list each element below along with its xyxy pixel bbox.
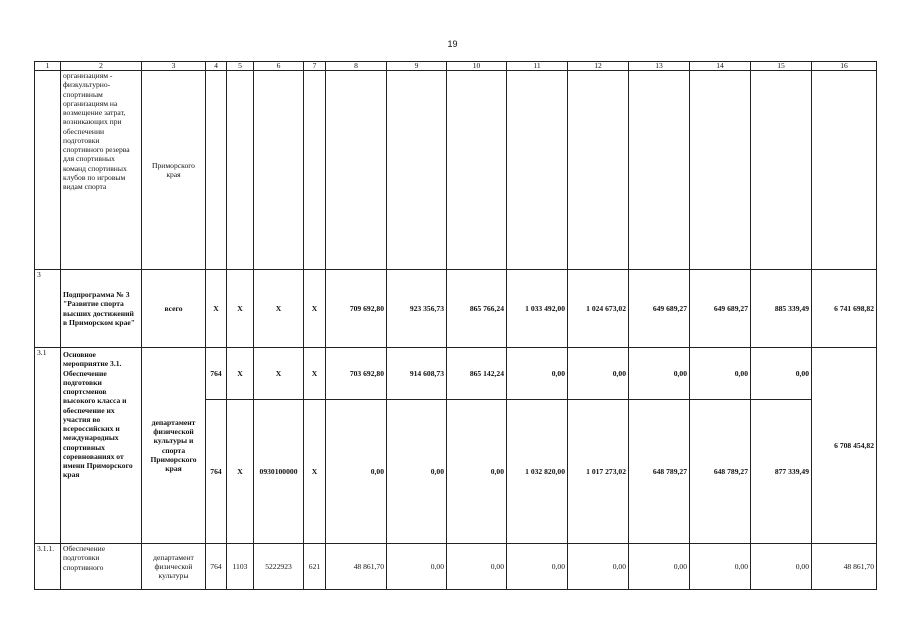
cell-amount: 0,00 bbox=[690, 544, 751, 590]
cell-amount: 48 861,70 bbox=[326, 544, 387, 590]
table-row bbox=[35, 544, 877, 590]
cell-name: Подпрограмма № 3 "Развитие спорта высших достижений в Приморском крае" bbox=[61, 270, 142, 348]
cell-rzpr: X bbox=[227, 348, 254, 400]
cell-amount: 1 033 492,00 bbox=[507, 270, 568, 348]
col-header: 11 bbox=[507, 62, 568, 71]
cell-rzpr: 1103 bbox=[227, 544, 254, 590]
cell-responsible: всего bbox=[142, 270, 206, 348]
cell-amount: 923 356,73 bbox=[387, 270, 447, 348]
col-header: 9 bbox=[387, 62, 447, 71]
cell-empty bbox=[206, 71, 227, 270]
col-header: 5 bbox=[227, 62, 254, 71]
cell-vr: X bbox=[304, 400, 326, 544]
cell-empty bbox=[254, 71, 304, 270]
cell-amount: 0,00 bbox=[326, 400, 387, 544]
cell-amount: 0,00 bbox=[387, 544, 447, 590]
col-header: 4 bbox=[206, 62, 227, 71]
cell-total: 48 861,70 bbox=[812, 544, 877, 590]
cell-amount: 703 692,80 bbox=[326, 348, 387, 400]
cell-amount: 0,00 bbox=[568, 348, 629, 400]
cell-amount: 648 789,27 bbox=[690, 400, 751, 544]
col-header: 6 bbox=[254, 62, 304, 71]
cell-grbs: 764 bbox=[206, 400, 227, 544]
cell-empty bbox=[507, 71, 568, 270]
cell-number: 3 bbox=[35, 270, 61, 348]
page-number: 19 bbox=[447, 39, 458, 49]
cell-amount: 0,00 bbox=[447, 400, 507, 544]
cell-amount: 649 689,27 bbox=[690, 270, 751, 348]
continued-text: организациям - физкультурно-спортивным организациям на возмещение затрат, возникающих при обеспечении подготовки спортивного резерва для спортивных команд спортивных клубов по игровым видам спорта bbox=[63, 71, 130, 191]
col-header: 8 bbox=[326, 62, 387, 71]
cell-empty bbox=[35, 71, 61, 270]
col-header: 16 bbox=[812, 62, 877, 71]
cell-amount: 0,00 bbox=[507, 348, 568, 400]
cell-vr: X bbox=[304, 270, 326, 348]
cell-empty bbox=[751, 71, 812, 270]
cell-empty bbox=[690, 71, 751, 270]
cell-vr: X bbox=[304, 348, 326, 400]
col-header: 10 bbox=[447, 62, 507, 71]
cell-amount: 885 339,49 bbox=[751, 270, 812, 348]
cell-responsible: департамент физической культуры bbox=[142, 544, 206, 590]
cell-amount: 865 766,24 bbox=[447, 270, 507, 348]
table-row bbox=[35, 348, 877, 400]
cell-empty bbox=[304, 71, 326, 270]
cell-amount: 0,00 bbox=[690, 348, 751, 400]
cell-responsible: департамент физической культуры и спорта Приморского края bbox=[142, 348, 206, 544]
cell-name: Основное мероприятие 3.1. Обеспечение подготовки спортсменов высокого класса и обеспечение их участия во всероссийских и международных спортивных соревнованиях от имени Приморского края bbox=[61, 348, 142, 544]
column-number-row bbox=[35, 62, 877, 71]
cell-rzpr: X bbox=[227, 400, 254, 544]
cell-amount: 0,00 bbox=[568, 544, 629, 590]
cell-empty bbox=[326, 71, 387, 270]
cell-empty bbox=[629, 71, 690, 270]
cell-vr: 621 bbox=[304, 544, 326, 590]
cell-amount: 0,00 bbox=[387, 400, 447, 544]
cell-csr: 5222923 bbox=[254, 544, 304, 590]
cell-grbs: 764 bbox=[206, 348, 227, 400]
cell-amount: 0,00 bbox=[751, 348, 812, 400]
table-row bbox=[35, 270, 877, 348]
cell-responsible: Приморского края bbox=[142, 71, 206, 270]
col-header: 13 bbox=[629, 62, 690, 71]
cell-empty bbox=[568, 71, 629, 270]
cell-amount: 914 608,73 bbox=[387, 348, 447, 400]
cell-total: 6 741 698,82 bbox=[812, 270, 877, 348]
cell-name: Обеспечение подготовки спортивного bbox=[61, 544, 142, 590]
cell-amount: 709 692,80 bbox=[326, 270, 387, 348]
cell-empty bbox=[387, 71, 447, 270]
col-header: 14 bbox=[690, 62, 751, 71]
cell-amount: 0,00 bbox=[629, 348, 690, 400]
cell-amount: 648 789,27 bbox=[629, 400, 690, 544]
cell-amount: 1 024 673,02 bbox=[568, 270, 629, 348]
cell-number: 3.1.1. bbox=[35, 544, 61, 590]
col-header: 12 bbox=[568, 62, 629, 71]
cell-amount: 1 017 273,02 bbox=[568, 400, 629, 544]
col-header: 2 bbox=[61, 62, 142, 71]
cell-grbs: 764 bbox=[206, 544, 227, 590]
cell-empty bbox=[812, 71, 877, 270]
cell-rzpr: X bbox=[227, 270, 254, 348]
cell-amount: 0,00 bbox=[507, 544, 568, 590]
cell-csr: 0930100000 bbox=[254, 400, 304, 544]
cell-amount: 0,00 bbox=[447, 544, 507, 590]
cell-amount: 877 339,49 bbox=[751, 400, 812, 544]
cell-empty bbox=[227, 71, 254, 270]
cell-csr: X bbox=[254, 270, 304, 348]
col-header: 1 bbox=[35, 62, 61, 71]
col-header: 7 bbox=[304, 62, 326, 71]
cell-total: 6 708 454,82 bbox=[812, 348, 877, 544]
cell-amount: 1 032 820,00 bbox=[507, 400, 568, 544]
cell-amount: 865 142,24 bbox=[447, 348, 507, 400]
cell-amount: 649 689,27 bbox=[629, 270, 690, 348]
cell-csr: X bbox=[254, 348, 304, 400]
budget-table bbox=[34, 61, 877, 590]
cell-number: 3.1 bbox=[35, 348, 61, 544]
cell-amount: 0,00 bbox=[751, 544, 812, 590]
col-header: 15 bbox=[751, 62, 812, 71]
cell-empty bbox=[447, 71, 507, 270]
col-header: 3 bbox=[142, 62, 206, 71]
table-row bbox=[35, 71, 877, 270]
cell-name bbox=[61, 71, 142, 270]
cell-grbs: X bbox=[206, 270, 227, 348]
cell-amount: 0,00 bbox=[629, 544, 690, 590]
